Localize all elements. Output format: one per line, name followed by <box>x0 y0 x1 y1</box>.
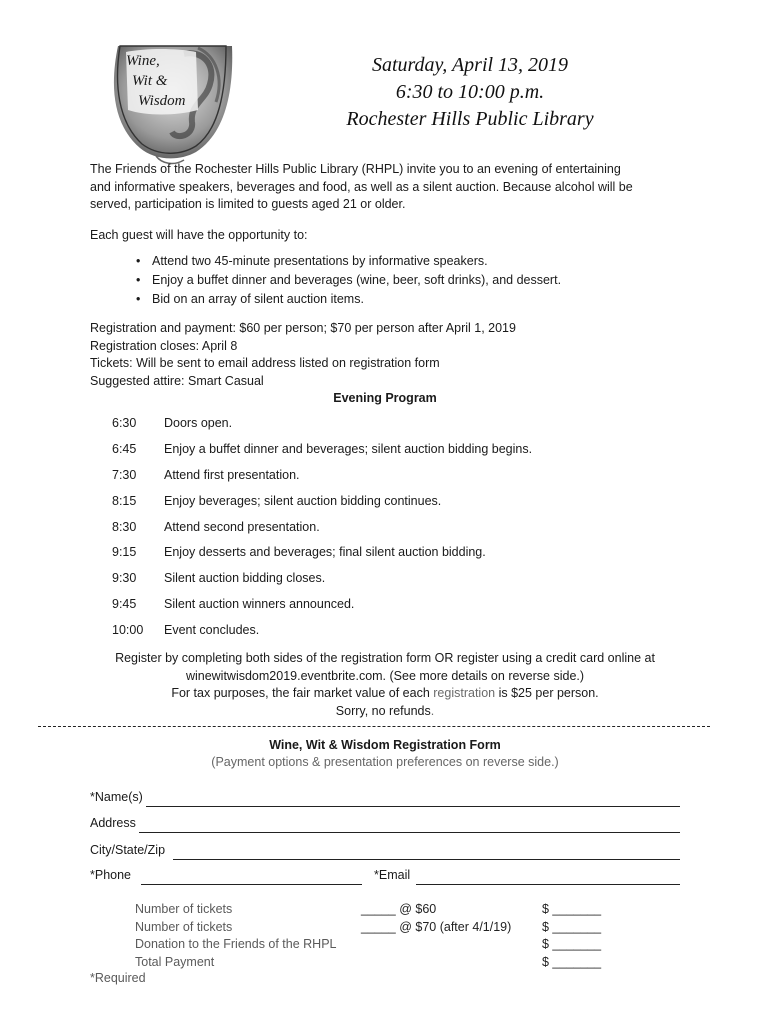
address-input-line[interactable] <box>139 819 680 833</box>
event-venue: Rochester Hills Public Library <box>346 108 594 130</box>
program-title: Evening Program <box>333 391 437 405</box>
list-item: • Attend two 45-minute presentations by informative speakers. <box>134 253 694 272</box>
intro-line: The Friends of the Rochester Hills Public Library (RHPL) invite you to an evening of entertaining <box>90 162 621 176</box>
row-label: Total Payment <box>135 954 215 969</box>
table-row <box>135 901 615 919</box>
event-date: Saturday, April 13, 2019 <box>371 54 569 76</box>
row-label: Donation to the Friends of the RHPL <box>135 937 337 951</box>
refund-note-text: Sorry, no refunds <box>335 703 431 718</box>
program-time: 10:00 <box>112 623 144 638</box>
program-time: 9:45 <box>112 597 137 612</box>
list-item: • Bid on an array of silent auction items. <box>134 291 694 310</box>
opportunity-list <box>134 253 694 310</box>
ticket-quantity-60[interactable]: _____ @ $60 <box>361 902 437 916</box>
registration-info <box>90 320 690 390</box>
program-desc: Enjoy desserts and beverages; final silent auction bidding. <box>164 545 486 560</box>
program-time: 6:30 <box>112 416 137 430</box>
eventbrite-url: winewitwisdom2019.eventbrite.com. (See more details on reverse side.) <box>185 668 585 683</box>
intro-line: served, participation is limited to guests aged 21 or older. <box>90 197 406 211</box>
email-field[interactable] <box>374 867 680 885</box>
program-row <box>112 570 672 596</box>
closing-notes <box>0 650 770 720</box>
program-time: 8:30 <box>112 519 137 534</box>
email-label: *Email <box>374 868 411 882</box>
row-label: Number of tickets <box>135 919 233 934</box>
each-guest-heading: Each guest will have the opportunity to: <box>90 228 308 242</box>
suggested-attire: Suggested attire: Smart Casual <box>90 373 264 388</box>
intro-line: and informative speakers, beverages and food, as well as a silent auction. Because alcohol will be <box>90 179 633 194</box>
phone-label: *Phone <box>90 868 132 882</box>
amount-field[interactable]: $ _______ <box>542 919 602 934</box>
city-label: City/State/Zip <box>90 843 166 857</box>
table-row <box>135 954 615 972</box>
address-label: Address <box>90 816 136 830</box>
program-row <box>112 493 672 519</box>
payment-table <box>135 901 615 971</box>
program-row <box>112 441 672 467</box>
logo-text-line1: Wine, <box>126 53 160 69</box>
program-desc: Silent auction winners announced. <box>164 597 355 612</box>
program-desc: Attend second presentation. <box>164 519 320 534</box>
program-desc: Enjoy a buffet dinner and beverages; silent auction bidding begins. <box>164 441 533 456</box>
program-row <box>112 596 672 622</box>
program-time: 8:15 <box>112 493 137 508</box>
program-desc: Event concludes. <box>164 623 260 638</box>
name-label: *Name(s) <box>90 790 143 804</box>
wine-wit-wisdom-logo <box>106 44 236 169</box>
amount-field[interactable]: $ _______ <box>542 902 602 916</box>
program-desc: Attend first presentation. <box>164 467 300 482</box>
event-header <box>310 52 630 133</box>
program-row <box>112 415 672 441</box>
list-item: • Enjoy a buffet dinner and beverages (wine, beer, soft drinks), and dessert. <box>134 272 694 291</box>
program-desc: Silent auction bidding closes. <box>164 571 326 586</box>
tax-note-value: is $25 per person. <box>495 686 599 700</box>
program-row <box>112 519 672 545</box>
name-field[interactable] <box>90 789 680 807</box>
table-row <box>135 919 615 937</box>
total-payment-field[interactable]: $ _______ <box>542 954 602 969</box>
program-desc: Doors open. <box>164 416 233 430</box>
register-instructions: Register by completing both sides of the registration form OR register using a credit card online at <box>115 651 655 665</box>
program-desc: Enjoy beverages; silent auction bidding continues. <box>164 493 442 508</box>
logo-text-line2: Wit & <box>132 73 168 89</box>
refund-note <box>0 703 770 721</box>
intro-paragraph <box>90 161 690 214</box>
email-input-line[interactable] <box>416 871 680 885</box>
registration-payment: Registration and payment: $60 per person; $70 per person after April 1, 2019 <box>90 321 516 335</box>
tax-note <box>0 685 770 703</box>
name-input-line[interactable] <box>146 793 680 807</box>
tickets-info: Tickets: Will be sent to email address listed on registration form <box>90 356 440 370</box>
city-state-zip-field[interactable] <box>90 842 680 860</box>
program-time: 9:15 <box>112 545 137 560</box>
event-time: 6:30 to 10:00 p.m. <box>395 81 545 103</box>
program-time: 6:45 <box>112 441 137 456</box>
row-label: Number of tickets <box>135 902 233 916</box>
program-time: 9:30 <box>112 571 137 586</box>
donation-amount-field[interactable]: $ _______ <box>542 937 602 951</box>
logo-text-line3: Wisdom <box>138 93 186 109</box>
form-subtitle: (Payment options & presentation preferences on reverse side.) <box>211 755 559 769</box>
city-input-line[interactable] <box>173 846 680 860</box>
form-title: Wine, Wit & Wisdom Registration Form <box>269 738 501 752</box>
address-field[interactable] <box>90 815 680 833</box>
tax-note-registration: registration <box>433 686 496 700</box>
table-row <box>135 936 615 954</box>
refund-note-period: . <box>430 703 435 718</box>
phone-input-line[interactable] <box>141 871 362 885</box>
required-note: *Required <box>90 971 146 985</box>
program-row <box>112 467 672 493</box>
program-time: 7:30 <box>112 467 137 482</box>
program-row <box>112 544 672 570</box>
program-row <box>112 622 672 648</box>
tax-note-text: For tax purposes, the fair market value of each <box>171 686 434 700</box>
registration-closes: Registration closes: April 8 <box>90 338 238 353</box>
ticket-quantity-70[interactable]: _____ @ $70 (after 4/1/19) <box>361 919 512 934</box>
phone-field[interactable] <box>90 867 362 885</box>
cut-line-divider <box>38 726 710 727</box>
program-schedule <box>112 415 672 648</box>
